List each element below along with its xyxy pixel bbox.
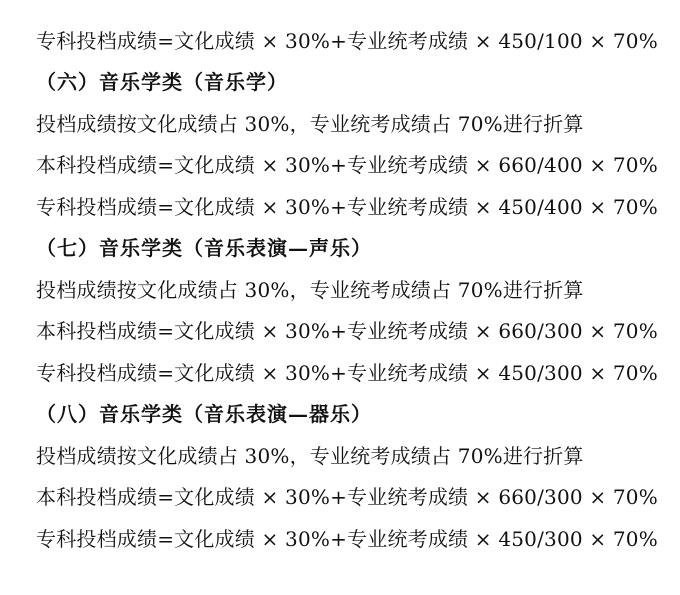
conversion-rule-7: 投档成绩按文化成绩占 30%，专业统考成绩占 70%进行折算 — [36, 278, 584, 302]
formula-undergraduate-6: 本科投档成绩=文化成绩 × 30%+专业统考成绩 × 660/400 × 70% — [36, 153, 658, 177]
section-heading-8: （八）音乐学类（音乐表演—器乐） — [36, 402, 372, 426]
formula-junior-college-music-1: 专科投档成绩=文化成绩 × 30%+专业统考成绩 × 450/100 × 70% — [36, 29, 658, 53]
conversion-rule-6: 投档成绩按文化成绩占 30%，专业统考成绩占 70%进行折算 — [36, 112, 584, 136]
formula-junior-college-6: 专科投档成绩=文化成绩 × 30%+专业统考成绩 × 450/400 × 70% — [36, 195, 658, 219]
formula-junior-college-7: 专科投档成绩=文化成绩 × 30%+专业统考成绩 × 450/300 × 70% — [36, 361, 658, 385]
formula-junior-college-8: 专科投档成绩=文化成绩 × 30%+专业统考成绩 × 450/300 × 70% — [36, 527, 658, 551]
formula-undergraduate-8: 本科投档成绩=文化成绩 × 30%+专业统考成绩 × 660/300 × 70% — [36, 485, 658, 509]
formula-undergraduate-7: 本科投档成绩=文化成绩 × 30%+专业统考成绩 × 660/300 × 70% — [36, 319, 658, 343]
conversion-rule-8: 投档成绩按文化成绩占 30%，专业统考成绩占 70%进行折算 — [36, 444, 584, 468]
section-heading-6: （六）音乐学类（音乐学） — [36, 70, 288, 94]
section-heading-7: （七）音乐学类（音乐表演—声乐） — [36, 236, 372, 260]
